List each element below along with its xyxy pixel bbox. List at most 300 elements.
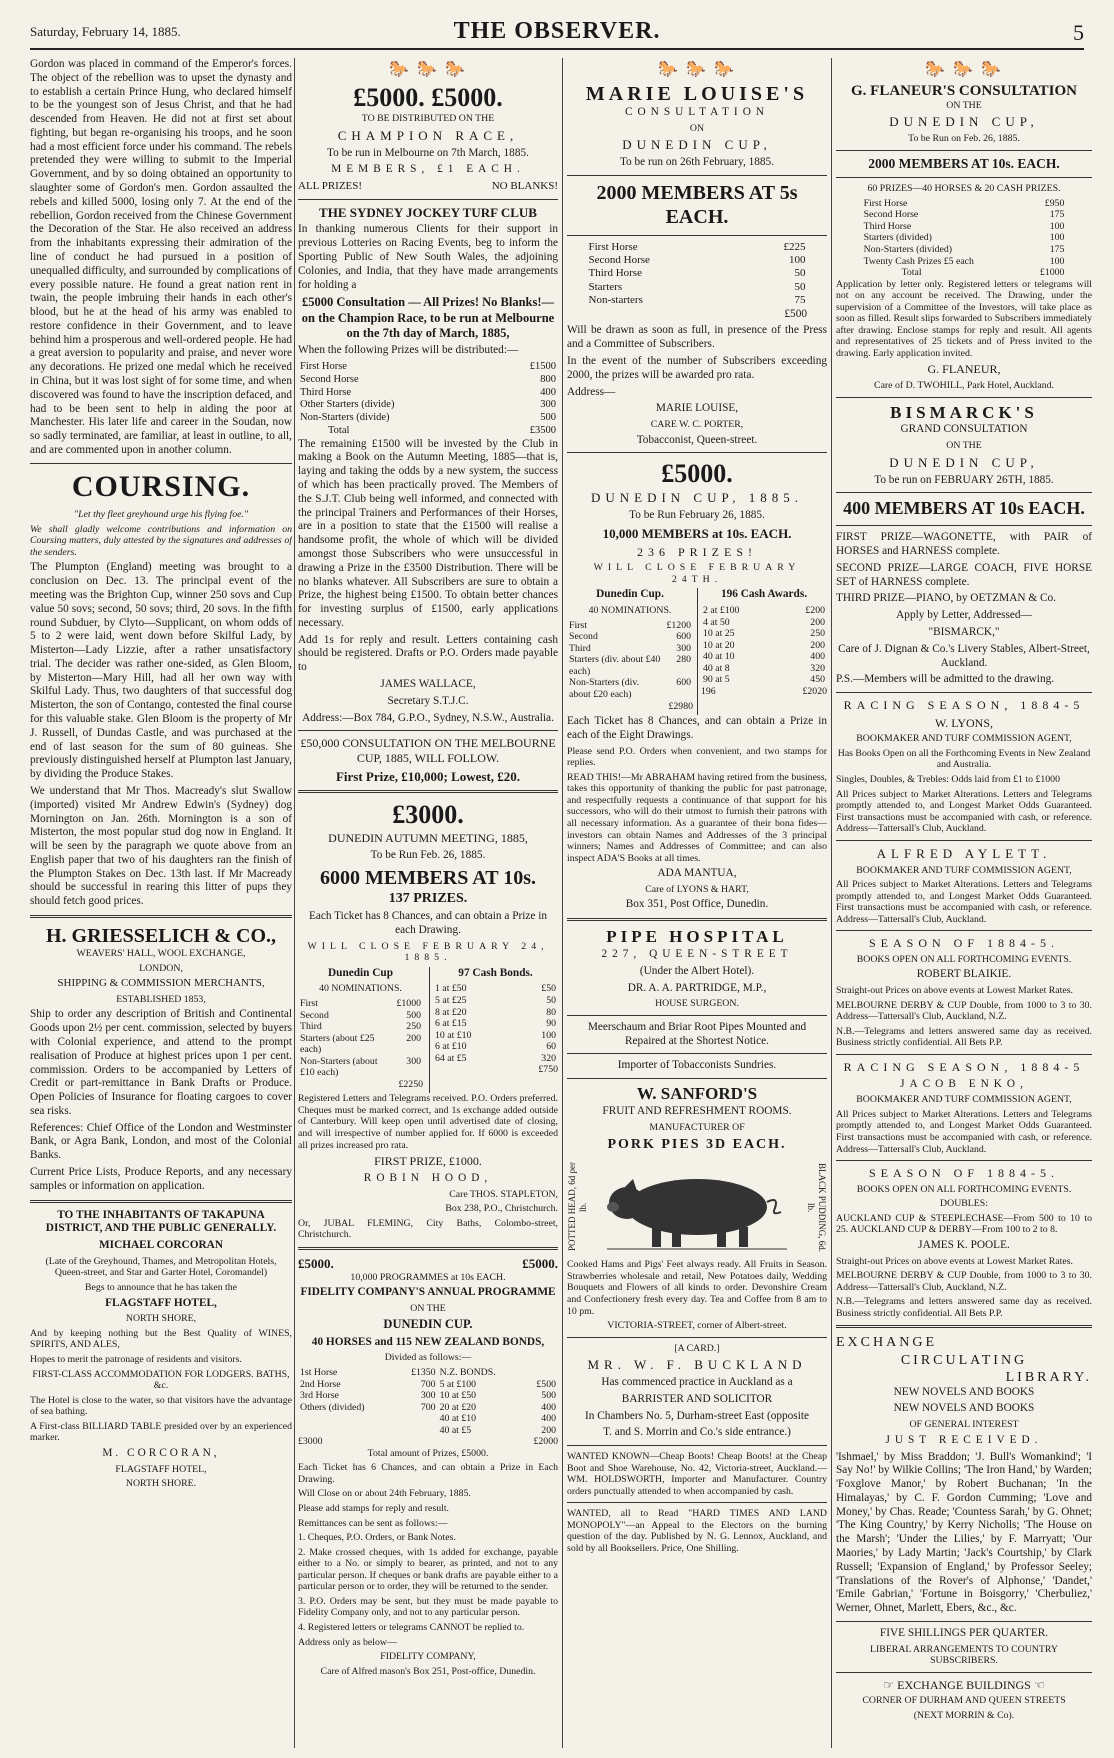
- table-row: [298, 1021, 423, 1033]
- bismarck-on-the: ON THE: [946, 440, 982, 452]
- robin-name: ROBIN HOOD,: [363, 1171, 493, 1184]
- robin-alt: Or, JUBAL FLEMING, City Baths, Colombo-street, Christchurch.: [298, 1217, 558, 1241]
- table-row: [587, 281, 808, 294]
- griesselich-address: WEAVERS' HALL, WOOL EXCHANGE,: [76, 948, 246, 960]
- coursing-motto: "Let thy fleet greyhound urge his flying foe.": [73, 509, 248, 521]
- fidelity-care: Care of Alfred mason's Box 251, Post-office, Dunedin.: [320, 1665, 536, 1677]
- table-cell: 320: [541, 1052, 556, 1064]
- buckland-text: T. and S. Morrin and Co.'s side entrance.): [603, 1426, 791, 1439]
- table-row: [567, 677, 693, 700]
- cash-heading: 196 Cash Awards.: [720, 588, 808, 601]
- autumn-bond-table: [433, 983, 558, 1064]
- autumn-tables: [298, 967, 558, 1094]
- divider: [567, 1015, 827, 1016]
- table-cell: Non-starters: [588, 294, 643, 307]
- wallace-title: Secretary S.T.J.C.: [387, 694, 469, 707]
- cup-1885-read: READ THIS!—Mr ABRAHAM having retired from the business, takes this opportunity of thanking the public for past patronage, and respectfully requests a continuance of that support for his successors, who will do their utmost to furnish their patrons with all necessary information. As a guarantee of their bona fides—investors can obtain Names and Addresses of the 3 principal winners; Names and Addresses of Committee; and can also inspect ADA'S Books at all times.: [567, 771, 827, 864]
- fidelity-text: 2. Make crossed cheques, with 1s added for exchange, payable either to a No. or simply to bearer, as printed, and not to any particular person. If cheques or bank drafts are payable either to a particular person or to order, they will be returned to the sender.: [298, 1546, 558, 1593]
- poole-text: N.B.—Telegrams and letters answered same day as received. Business strictly confidential. All Bets P.P.: [836, 1296, 1092, 1319]
- divider: [567, 1078, 827, 1079]
- autumn-text: Each Ticket has 8 Chances, and can obtain a Prize in each Drawing.: [308, 910, 548, 936]
- table-row: [433, 1041, 558, 1053]
- library-just: JUST RECEIVED.: [885, 1433, 1043, 1446]
- blaikie-season: SEASON OF 1884-5.: [868, 936, 1059, 951]
- table-cell: 1 at £50: [435, 983, 467, 995]
- table-cell: Second Horse: [863, 209, 919, 221]
- table-row: [567, 620, 693, 632]
- divider: [30, 1200, 292, 1203]
- racehorse-icon: 🐎 🐎 🐎: [389, 61, 467, 78]
- poole-doubles: DOUBLES:: [940, 1198, 988, 1210]
- fidelity-horses: 40 HORSES and 115 NEW ZEALAND BONDS,: [311, 1335, 545, 1348]
- griesselich-paragraph: Ship to order any description of British and Continental Goods upon 2½ per cent. commission, selected by buyers with Colonial experience, and attend to the prompt realisation of Produce at highest prices upon 1 per cent. commission. Orders to be accompanied by Letters of Credit or part-remittance in Bank Drafts or Produce. Open Policies of Insurance for floating cargoes to cover sea risks.: [30, 1008, 292, 1117]
- table-row: [298, 1367, 558, 1379]
- library-general: OF GENERAL INTEREST: [909, 1419, 1019, 1431]
- lyons-name: W. LYONS,: [934, 715, 994, 730]
- bismarck-cup: DUNEDIN CUP,: [889, 454, 1039, 470]
- takapuna-title: TO THE INHABITANTS OF TAKAPUNA DISTRICT, AND THE PUBLIC GENERALLY.: [45, 1208, 277, 1235]
- table-cell: Non-Starters (divided): [863, 243, 953, 255]
- blaikie-books: BOOKS OPEN ON ALL FORTHCOMING EVENTS.: [856, 953, 1072, 965]
- column-3: [567, 58, 827, 1748]
- table-cell: 100: [789, 254, 806, 267]
- champion-text: To be run in Melbourne on 7th March, 1885.: [327, 146, 529, 159]
- lyons-text: All Prices subject to Market Alterations. Letters and Telegrams promptly attended to, and Longest Market Odds Guaranteed. First transactions must be accompanied with cash, or reference. Address—Tattersall's Club, Auckland.: [836, 788, 1092, 835]
- poole-books: BOOKS OPEN ON ALL FORTHCOMING EVENTS.: [856, 1183, 1072, 1195]
- library-title-3: LIBRARY.: [1005, 1369, 1092, 1385]
- flaneur-members: 2000 MEMBERS AT 10s. EACH.: [868, 155, 1060, 171]
- library-new: NEW NOVELS AND BOOKS: [893, 1402, 1035, 1415]
- table-cell: 200: [810, 639, 825, 651]
- takapuna-hotel: FLAGSTAFF HOTEL,: [105, 1296, 217, 1309]
- marie-total: £500: [784, 307, 807, 320]
- total-label: Total: [328, 424, 350, 436]
- table-cell: [524, 1367, 558, 1379]
- blaikie-name: ROBERT BLAIKIE.: [916, 968, 1012, 981]
- cup-1885-text: Each Ticket has 8 Chances, and can obtain a Prize in each of the Eight Drawings.: [567, 715, 827, 741]
- bismarck-members: 400 MEMBERS AT 10s EACH.: [843, 498, 1085, 519]
- fidelity-cup: DUNEDIN CUP.: [383, 1317, 473, 1332]
- poole-text: Straight-out Prices on above events at Lowest Market Rates.: [836, 1255, 1073, 1267]
- table-row: [298, 1010, 423, 1022]
- wallace-address: Address:—Box 784, G.P.O., Sydney, N.S.W., Australia.: [302, 711, 554, 724]
- buckland-title: BARRISTER AND SOLICITOR: [621, 1392, 773, 1405]
- flaneur-sixty: 60 PRIZES—40 HORSES & 20 CASH PRIZES.: [867, 183, 1061, 195]
- fidelity-company: FIDELITY COMPANY,: [380, 1651, 476, 1663]
- ada-box: Box 351, Post Office, Dunedin.: [625, 898, 769, 911]
- champion-race: CHAMPION RACE,: [337, 127, 519, 143]
- table-cell: 450: [810, 674, 825, 686]
- champion-members: MEMBERS, £1 EACH.: [331, 163, 525, 176]
- table-cell: 300: [420, 1390, 436, 1402]
- table-cell: Starters (about £25 each): [300, 1032, 375, 1056]
- takapuna-name: MICHAEL CORCORAN: [99, 1239, 223, 1252]
- autumn-date: To be Run Feb. 26, 1885.: [370, 848, 486, 861]
- table-cell: Non-Starters (divide): [300, 412, 390, 424]
- sanford-text: Cooked Hams and Pigs' Feet always ready. All Fruits in Season. Strawberries wholesale and retail, New Potatoes daily, Wedding Bouquets and Flowers of all kinds to order. Devonshire Cream and Confectionery fresh every day. Tea and Coffee from 8 am to 10 pm.: [567, 1259, 827, 1317]
- pipe-title: PIPE HOSPITAL: [606, 927, 788, 947]
- table-row: [587, 294, 808, 307]
- ada-care: Care of LYONS & HART,: [645, 883, 749, 895]
- autumn-registered: Registered Letters and Telegrams received. P.O. Orders preferred. Cheques must be marked correct, and 1s exchange added outside of Canterbury. Will keep open until advertised date of closing, and will irrespective of number applied for. If 6000 is exceeded all prizes increased pro rata.: [298, 1093, 558, 1151]
- marie-text: In the event of the number of Subscribers exceeding 2000, the prizes will be awarded pro rata.: [567, 355, 827, 381]
- fidelity-text: Each Ticket has 6 Chances, and can obtain a Prize in Each Drawing.: [298, 1462, 558, 1485]
- table-row: [701, 628, 827, 640]
- table-cell: 200: [406, 1032, 421, 1044]
- table-cell: 90 at 5: [703, 674, 730, 686]
- table-row: [298, 1056, 423, 1079]
- aylett-name: ALFRED AYLETT.: [876, 845, 1052, 861]
- table-cell: Second: [300, 1009, 329, 1021]
- library-next: (NEXT MORRIN & Co).: [913, 1710, 1015, 1721]
- aylett-trade: BOOKMAKER AND TURF COMMISSION AGENT,: [856, 864, 1072, 876]
- pipe-house: HOUSE SURGEON.: [655, 998, 739, 1010]
- cup-1885-title: DUNEDIN CUP, 1885.: [590, 490, 804, 506]
- fidelity-title: FIDELITY COMPANY'S ANNUAL PROGRAMME: [300, 1286, 556, 1299]
- table-cell: 10 at 20: [703, 639, 735, 651]
- table-cell: 50: [546, 995, 556, 1006]
- cup-heading: Dunedin Cup: [328, 966, 393, 979]
- table-cell: N.Z. BONDS.: [439, 1367, 496, 1379]
- cup-1885-cash-block: [697, 588, 827, 715]
- lyons-season: RACING SEASON, 1884-5: [843, 698, 1085, 713]
- card-label: [A CARD.]: [674, 1342, 720, 1354]
- divider: [298, 790, 558, 793]
- column-rule: [831, 58, 832, 1748]
- takapuna-signature: M. CORCORAN,: [102, 1446, 220, 1459]
- table-row: [567, 654, 693, 677]
- divider: [836, 692, 1092, 693]
- table-cell: 50: [794, 280, 806, 293]
- autumn-cup-block: [298, 967, 423, 1094]
- table-row: [701, 651, 827, 663]
- takapuna-signature: NORTH SHORE.: [125, 1478, 197, 1490]
- masthead-title: THE OBSERVER.: [453, 18, 661, 44]
- coursing-paragraph: The Plumpton (England) meeting was brought to a conclusion on Dec. 13. The principal event of the meeting was the Brighton Cup, winner 250 sovs and Cup value 50 sovs; second, 50 sovs; third, 20 sovs. In the fifth round Subduer, by Clyto—Supplicant, on whom odds of 5 to 2 were laid, went down before Skilful Lady, by Misterton—Lady Lizzie, after a rather unsatisfactory trial. The decider was rather one-sided, as Glen Bloom, by Misterton—Mary Hill, had all her own way with Skilful Lady. Thus, two daughters of that successful dog Misterton, the son of Contango, contested the final course for this valuable stake. Glen Bloom is the property of Mr J. Russell, of Dundas Castle, and was purchased at the end of last season for the sum of 80 guineas. She previously distinguished herself at Plumpton last January, by dividing the Produce Stakes.: [30, 561, 292, 781]
- champion-text: TO BE DISTRIBUTED ON THE: [361, 113, 495, 125]
- table-cell: Starters (divided): [863, 232, 932, 244]
- divider: [567, 175, 827, 176]
- fidelity-total-bonds: £2000: [533, 1436, 558, 1448]
- potted-head-side: POTTED HEAD, 6d per lb.: [567, 1162, 588, 1252]
- marie-name: MARIE LOUISE,: [655, 402, 739, 415]
- flaneur-table: [862, 198, 1067, 267]
- table-cell: £950: [1044, 197, 1065, 209]
- sydney-prize-table: [298, 361, 558, 425]
- table-row: [298, 1402, 558, 1414]
- table-cell: 400: [810, 651, 825, 663]
- table-cell: 5 at £25: [435, 995, 467, 1006]
- table-row: [862, 232, 1067, 244]
- library-corner: CORNER OF DURHAM AND QUEEN STREETS: [862, 1695, 1066, 1707]
- divider: [836, 397, 1092, 398]
- fidelity-on-the: ON THE: [410, 1302, 446, 1314]
- library-liberal: LIBERAL ARRANGEMENTS TO COUNTRY SUBSCRIBERS.: [870, 1643, 1058, 1667]
- sanford-pork: PORK PIES 3D EACH.: [607, 1137, 787, 1153]
- autumn-bond-block: [429, 967, 558, 1094]
- takapuna-text: A First-class BILLIARD TABLE presided over by an experienced marker.: [30, 1420, 292, 1444]
- table-cell: Third Horse: [300, 386, 352, 398]
- cup-1885-tables: [567, 588, 827, 715]
- autumn-amount: £3000.: [392, 800, 464, 830]
- library-title-1: EXCHANGE: [836, 1335, 937, 1351]
- sanford-title: W. SANFORD'S: [636, 1084, 758, 1104]
- table-cell: 2nd Horse: [300, 1378, 341, 1390]
- divider: [836, 840, 1092, 841]
- table-row: [298, 361, 558, 374]
- griesselich-paragraph: References: Chief Office of the London and Westminster Bank, or Agra Bank, London, and most of the Colonial Banks.: [30, 1121, 292, 1162]
- table-cell: 40 at 8: [703, 662, 730, 674]
- cup-1885-cup-block: [567, 588, 693, 715]
- total-value: £1000: [1039, 267, 1065, 279]
- table-row: [862, 198, 1067, 210]
- table-cell: First Horse: [863, 197, 908, 209]
- table-cell: 700: [420, 1401, 436, 1413]
- flaneur-title: G. FLANEUR'S CONSULTATION: [850, 82, 1078, 99]
- enko-text: All Prices subject to Market Alterations. Letters and Telegrams promptly attended to, and Longest Market Odds Guaranteed. First transactions must be accompanied with cash, or reference. Address—Tattersall's Club, Auckland.: [836, 1108, 1092, 1155]
- flaneur-total: [862, 267, 1067, 279]
- table-cell: 200: [541, 1424, 556, 1436]
- page-header: [30, 18, 1084, 50]
- marie-text: Will be drawn as soon as full, in presence of the Press and a Committee of Subscribers.: [567, 324, 827, 351]
- table-cell: 100: [1049, 232, 1065, 244]
- divider: [567, 1502, 827, 1503]
- divider: [567, 1053, 827, 1054]
- aylett-text: All Prices subject to Market Alterations. Letters and Telegrams promptly attended to, and Longest Market Odds Guaranteed. First transactions must be accompanied with cash, or reference. Address—Tattersall's Club, Auckland.: [836, 879, 1092, 925]
- table-cell: Twenty Cash Prizes £5 each: [863, 255, 974, 267]
- table-cell: £1500: [529, 360, 556, 372]
- marie-consultation: CONSULTATION: [624, 105, 770, 118]
- ada-name: ADA MANTUA,: [657, 867, 737, 880]
- griesselich-paragraph: Current Price Lists, Produce Reports, and any necessary samples or information on application.: [30, 1166, 292, 1192]
- table-cell: 400: [541, 1401, 556, 1413]
- first-prize-notice: First Prize, £10,000; Lowest, £20.: [335, 768, 521, 784]
- table-cell: 300: [676, 642, 691, 654]
- divider: [567, 235, 827, 236]
- table-cell: Non-Starters (about £10 each): [300, 1055, 378, 1079]
- table-cell: £1000: [396, 998, 421, 1009]
- takapuna-text: Hopes to merit the patronage of residents and visitors.: [30, 1353, 242, 1365]
- table-cell: Second Horse: [588, 254, 650, 267]
- table-cell: [397, 1425, 438, 1437]
- marie-tob: Tobacconist, Queen-street.: [636, 433, 758, 446]
- table-row: [587, 267, 808, 280]
- table-cell: 400: [540, 386, 556, 398]
- sanford-fruit: FRUIT AND REFRESHMENT ROOMS.: [602, 1104, 792, 1117]
- table-cell: First: [569, 619, 587, 631]
- fidelity-text: Remittances can be sent as follows:—: [298, 1517, 448, 1529]
- table-cell: 100: [541, 1029, 556, 1041]
- enko-trade: BOOKMAKER AND TURF COMMISSION AGENT,: [856, 1094, 1072, 1106]
- table-cell: [397, 1413, 438, 1425]
- divider: [836, 930, 1092, 931]
- pipe-importer: Importer of Tobacconists Sundries.: [617, 1059, 777, 1072]
- table-row: [433, 983, 558, 995]
- griesselich-title: H. GRIESSELICH & CO.,: [45, 924, 277, 947]
- table-row: [862, 209, 1067, 221]
- table-cell: 500: [406, 1009, 421, 1021]
- pig-illustration-block: [567, 1157, 827, 1259]
- coursing-heading: COURSING.: [71, 469, 251, 503]
- table-row: [298, 374, 558, 387]
- table-cell: 175: [1049, 209, 1065, 221]
- table-cell: First: [300, 998, 318, 1009]
- cup-1885-prizes: 236 PRIZES!: [636, 544, 757, 559]
- page-number: 5: [1073, 20, 1084, 45]
- table-row: [433, 1030, 558, 1042]
- table-row: [567, 631, 693, 643]
- table-row: [701, 663, 827, 675]
- bond-total: £750: [538, 1064, 558, 1076]
- fidelity-divided: Divided as follows:—: [384, 1352, 472, 1364]
- bismarck-care: Care of J. Dignan & Co.'s Livery Stables, Albert-Street, Auckland.: [838, 642, 1090, 669]
- fidelity-amount-right: £5000.: [522, 1255, 558, 1271]
- poole-text: AUCKLAND CUP & STEEPLECHASE—From 500 to 10 to 25. AUCKLAND CUP & DERBY—From 100 to 2 to 8.: [836, 1212, 1092, 1236]
- table-row: [298, 399, 558, 412]
- enko-season: RACING SEASON, 1884-5: [843, 1059, 1085, 1074]
- autumn-members: 6000 MEMBERS AT 10s.: [320, 866, 536, 889]
- table-cell: 6 at £10: [435, 1041, 467, 1053]
- table-row: [433, 995, 558, 1007]
- table-row: [298, 1425, 558, 1437]
- table-cell: 80: [546, 1006, 556, 1018]
- table-cell: 175: [1049, 243, 1065, 255]
- table-row: [701, 640, 827, 652]
- cup-heading: Dunedin Cup.: [596, 588, 664, 601]
- marie-address-label: Address—: [567, 385, 616, 398]
- takapuna-text: Begs to announce that he has taken the: [84, 1282, 238, 1293]
- cup-1885-text: Please send P.O. Orders when convenient, and two stamps for replies.: [567, 745, 827, 769]
- table-cell: 500: [541, 1390, 556, 1402]
- table-row: [433, 1053, 558, 1065]
- marie-care: CARE W. C. PORTER,: [650, 419, 744, 431]
- cup-1885-close: WILL CLOSE FEBRUARY 24TH.: [593, 562, 801, 585]
- library-five: FIVE SHILLINGS PER QUARTER.: [879, 1626, 1049, 1639]
- table-cell: 4 at 50: [703, 616, 730, 628]
- table-row: [701, 605, 827, 617]
- lyons-text: Has Books Open on all the Forthcoming Events in New Zealand and Australia.: [837, 747, 1091, 771]
- sydney-text: The remaining £1500 will be invested by the Club in making a Book on the Autumn Meeting, 1885—that is, laying and taking the odds by a new system, the success of which has been practically proved. The Members of the S.J.T. Club being well informed, and connected with the principal Trainers and Performances of their Horses, are in a position to state that the £1500 will realise a handsome profit, the whole of which will be divided amongst those Subscribers who were unsuccessful in drawing a Prize in the £3500 Distribution. There will be no blanks whatever. All Subscribers are sure to obtain a Prize, the highest being £1500. To obtain better chances for investing surplus of £1500, early applications necessary.: [298, 437, 558, 629]
- griesselich-trade: SHIPPING & COMMISSION MERCHANTS,: [57, 977, 265, 990]
- total-value: £3500: [529, 424, 556, 436]
- table-cell: Third Horse: [863, 220, 912, 232]
- sydney-text: Add 1s for reply and result. Letters containing cash should be registered. Drafts or P.O. Orders made payable to: [298, 633, 558, 674]
- blaikie-text: Straight-out Prices on above events at Lowest Market Rates.: [836, 985, 1073, 997]
- table-cell: 3rd Horse: [300, 1390, 339, 1402]
- divider: [30, 915, 292, 918]
- divider: [298, 1247, 558, 1250]
- fidelity-text: 1. Cheques, P.O. Orders, or Bank Notes.: [298, 1532, 456, 1544]
- divider: [567, 918, 827, 921]
- table-cell: £500: [536, 1378, 556, 1390]
- fidelity-total-amount: Total amount of Prizes, £5000.: [367, 1447, 489, 1459]
- table-row: [433, 1007, 558, 1019]
- table-cell: 10 at 25: [703, 628, 735, 640]
- pipe-address: 227, QUEEN-STREET: [601, 948, 793, 960]
- poole-text: MELBOURNE DERBY & CUP Double, from 1000 to 3 to 30. Address—Tattersall's Club, Auckland, N.Z.: [836, 1270, 1092, 1293]
- table-cell: Third: [300, 1021, 322, 1033]
- library-title: [836, 1334, 1092, 1385]
- fidelity-total-horses: £3000: [298, 1436, 323, 1448]
- table-cell: 250: [406, 1021, 421, 1033]
- table-row: [433, 1018, 558, 1030]
- table-cell: 600: [676, 677, 691, 689]
- table-cell: 250: [810, 628, 825, 640]
- table-cell: Starters: [588, 280, 623, 293]
- autumn-cup-table: [298, 998, 423, 1079]
- table-cell: 400: [541, 1413, 556, 1425]
- table-row: [298, 1033, 423, 1056]
- table-row: [701, 674, 827, 686]
- divider: [836, 177, 1092, 178]
- cash-count: 196: [701, 686, 716, 698]
- table-row: [862, 221, 1067, 233]
- bond-heading: 97 Cash Bonds.: [458, 966, 533, 979]
- table-cell: Non-Starters (div. about £20 each): [569, 677, 640, 701]
- column-2: [298, 58, 558, 1748]
- robin-first-prize: FIRST PRIZE, £1000.: [374, 1154, 482, 1169]
- table-cell: First Horse: [588, 240, 638, 253]
- champion-amount: £5000. £5000.: [353, 82, 503, 112]
- table-cell: 600: [676, 631, 691, 643]
- enko-name: JACOB ENKO,: [900, 1077, 1028, 1090]
- cup-1885-members: 10,000 MEMBERS at 10s. EACH.: [602, 525, 792, 541]
- flaneur-on-the: ON THE: [946, 99, 982, 111]
- flaneur-care: Care of D. TWOHILL, Park Hotel, Auckland.: [874, 380, 1054, 392]
- column-rule: [294, 58, 295, 1748]
- table-cell: 200: [810, 616, 825, 628]
- cup-1885-run: To be Run February 26, 1885.: [629, 509, 765, 522]
- robin-box: Box 238, P.O., Christchurch.: [445, 1203, 558, 1215]
- library-exchange: ☞ EXCHANGE BUILDINGS ☜: [883, 1677, 1045, 1692]
- marie-cup: DUNEDIN CUP,: [622, 137, 772, 153]
- marie-title: MARIE LOUISE'S: [585, 82, 809, 105]
- lyons-trade: BOOKMAKER AND TURF COMMISSION AGENT,: [856, 733, 1072, 745]
- column-4: [836, 58, 1092, 1748]
- marie-members: 2000 MEMBERS AT 5s EACH.: [596, 181, 798, 229]
- divider: [30, 463, 292, 464]
- table-cell: 300: [406, 1055, 421, 1067]
- divider: [298, 199, 558, 200]
- wanted-read: WANTED, all to Read "HARD TIMES AND LAND MONOPOLY"—an Appeal to the Electors on the burning question of the day. Published by N. G. Lennox, Auckland, and sold by all Booksellers. Price, One Shilling.: [567, 1508, 827, 1555]
- table-cell: 8 at £20: [435, 1006, 467, 1018]
- robin-care: Care THOS. STAPLETON,: [449, 1188, 558, 1200]
- table-row: [298, 412, 558, 425]
- griesselich-city: LONDON,: [139, 962, 183, 974]
- all-prizes: ALL PRIZES!: [298, 180, 363, 193]
- cup-1885-amount: £5000.: [661, 459, 733, 489]
- divider: [567, 452, 827, 453]
- table-cell: 5 at £100: [439, 1378, 477, 1390]
- pig-icon: [597, 1157, 797, 1252]
- table-cell: £50: [541, 983, 556, 995]
- table-cell: 90: [546, 1018, 556, 1030]
- table-cell: 280: [676, 654, 691, 666]
- table-row: [587, 254, 808, 267]
- no-blanks: NO BLANKS!: [491, 180, 558, 193]
- bismarck-apply: Apply by Letter, Addressed—: [896, 609, 1032, 622]
- wanted-boots: WANTED KNOWN—Cheap Boots! Cheap Boots! at the Cheap Boot and Shoe Warehouse, No. 42, Victoria-street, Auckland.—WM. HOLDSWORTH, Importer and Manufacturer. Country orders punctually attended to when accompanied by cash.: [567, 1451, 827, 1497]
- table-cell: 40 at £5: [439, 1424, 472, 1436]
- marie-on: ON: [689, 122, 705, 134]
- cup-total: £2980: [668, 700, 693, 712]
- autumn-close: WILL CLOSE FEBRUARY 24, 1885.: [307, 940, 549, 964]
- bismarck-grand: GRAND CONSULTATION: [900, 423, 1028, 436]
- divider: [836, 492, 1092, 493]
- table-cell: 800: [540, 373, 556, 385]
- table-cell: £200: [805, 605, 825, 617]
- sydney-title: THE SYDNEY JOCKEY TURF CLUB: [319, 204, 537, 220]
